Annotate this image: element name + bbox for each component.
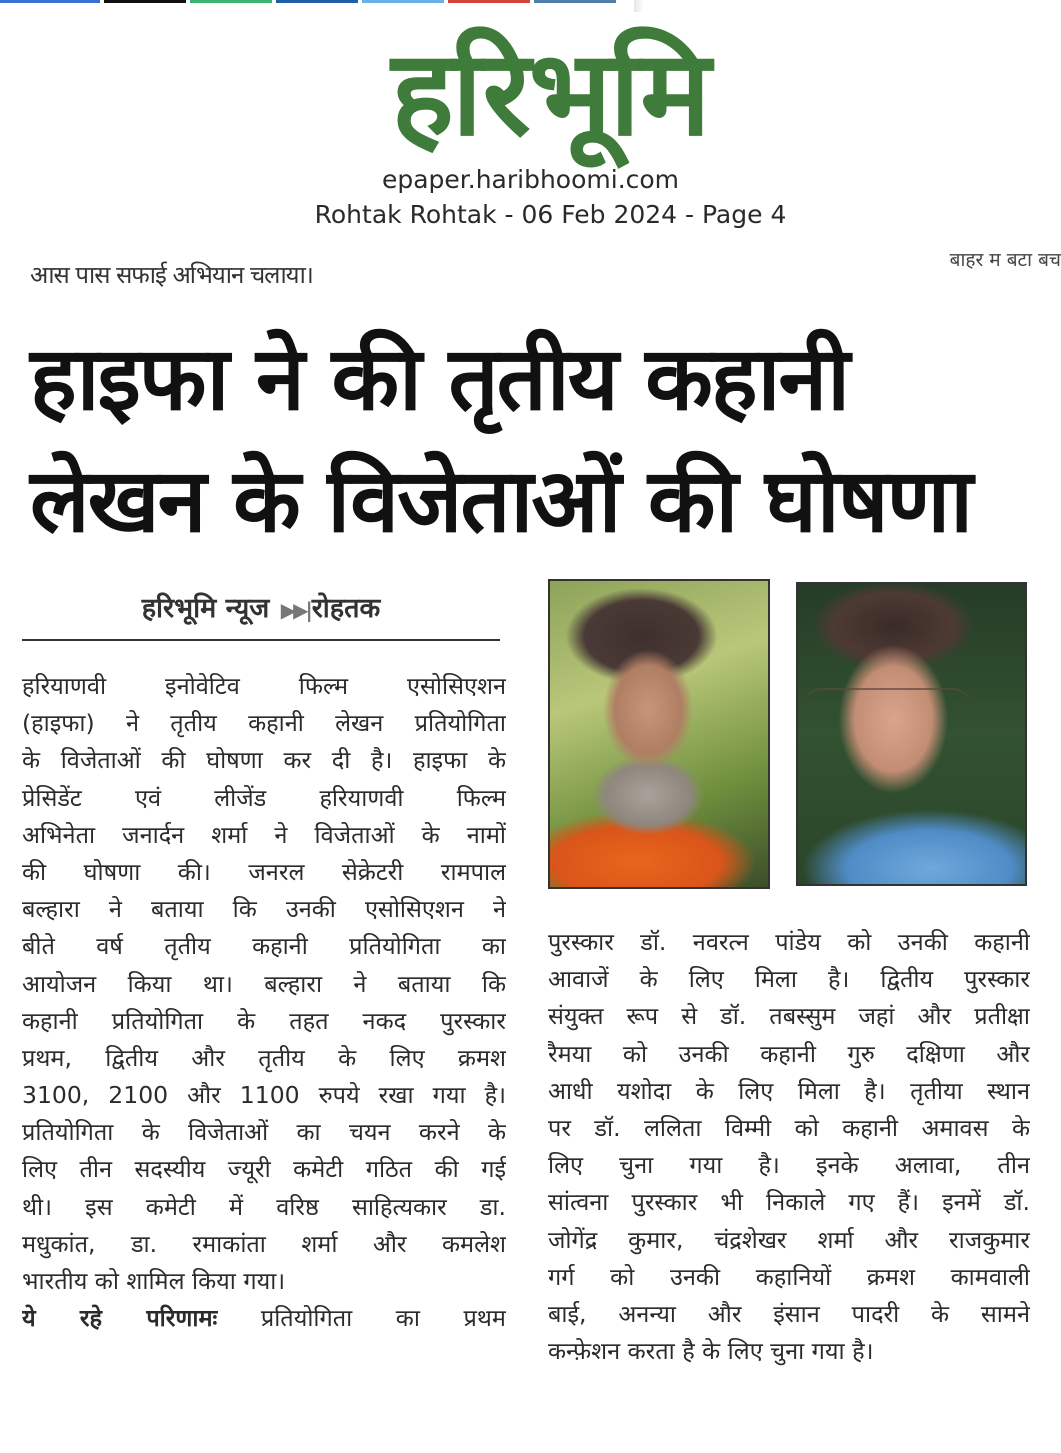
results-line	[22, 1300, 506, 1337]
text-line: बल्हारा ने बताया कि उनकी एसोसिएशन ने	[22, 895, 506, 924]
teaser-left: आस पास सफाई अभियान चलाया।	[30, 261, 313, 289]
text-line: थी। इस कमेटी में वरिष्ठ साहित्यकार डा.	[22, 1192, 506, 1221]
text-line: के विजेताओं की घोषणा कर दी है। हाइफा के	[22, 746, 506, 775]
text-line: आयोजन किया था। बल्हारा ने बताया कि	[22, 969, 506, 998]
headline	[30, 318, 1030, 562]
glasses-shape	[802, 688, 972, 720]
text-line: (हाइफा) ने तृतीय कहानी लेखन प्रतियोगिता	[22, 709, 506, 738]
byline-source: हरिभूमि न्यूज	[141, 593, 270, 624]
byline-location: रोहतक	[311, 593, 381, 624]
text-line: बाई, अनन्या और इंसान पादरी के सामने	[548, 1299, 1030, 1328]
article-column-left	[22, 668, 506, 1337]
epaper-url: epaper.haribhoomi.com	[381, 165, 680, 194]
text-line: कन्फ़ेशन करता है के लिए चुना गया है।	[548, 1337, 874, 1366]
text-line: अभिनेता जनार्दन शर्मा ने विजेताओं के नामों	[22, 820, 506, 849]
share-button-5[interactable]	[362, 0, 444, 3]
text-line: कहानी प्रतियोगिता के तहत नकद पुरस्कार	[22, 1006, 506, 1035]
text-line: सांत्वना पुरस्कार भी निकाले गए हैं। इनमें डॉ.	[548, 1188, 1030, 1217]
photo-man-glasses	[796, 582, 1027, 886]
text-line: रैमया को उनकी कहानी गुरु दक्षिणा और	[548, 1039, 1030, 1068]
headline-line-2: लेखन के विजेताओं की घोषणा	[30, 449, 971, 552]
text-line: जोगेंद्र कुमार, चंद्रशेखर शर्मा और राजकुमार	[548, 1225, 1030, 1254]
text-line: आवाजें के लिए मिला है। द्वितीय पुरस्कार	[548, 965, 1030, 994]
byline-divider	[22, 639, 500, 641]
edition-info: Rohtak Rohtak - 06 Feb 2024 - Page 4	[314, 200, 787, 229]
text-line: आधी यशोदा के लिए मिला है। तृतीया स्थान	[548, 1076, 1030, 1105]
share-button-4[interactable]	[276, 0, 358, 3]
text-line: गर्ग को उनकी कहानियों क्रमश कामवाली	[548, 1262, 1030, 1291]
share-button-1[interactable]	[0, 0, 100, 3]
text-line: पुरस्कार डॉ. नवरत्न पांडेय को उनकी कहानी	[548, 928, 1030, 956]
text-line: 3100, 2100 और 1100 रुपये रखा गया है।	[22, 1081, 506, 1110]
share-button-3[interactable]	[190, 0, 272, 3]
article-column-right	[548, 924, 1030, 1370]
share-button-7[interactable]	[534, 0, 616, 3]
text-line: संयुक्त रूप से डॉ. तबस्सुम जहां और प्रतीक्षा	[548, 1002, 1030, 1031]
photo-man-orange-scarf	[548, 579, 770, 889]
text-line: प्रेसिडेंट एवं लीजेंड हरियाणवी फिल्म	[22, 783, 506, 812]
text-line: प्रतियोगिता के विजेताओं का चयन करने के	[22, 1118, 506, 1147]
share-button-6[interactable]	[448, 0, 530, 3]
text-line: बीते वर्ष तृतीय कहानी प्रतियोगिता का	[22, 932, 506, 961]
results-text: प्रतियोगिता का प्रथम	[260, 1304, 506, 1333]
forward-arrows-icon: ▶▶|	[280, 598, 310, 622]
panel-edge-shadow	[634, 0, 644, 12]
text-line: पर डॉ. ललिता विम्मी को कहानी अमावस के	[548, 1113, 1030, 1142]
haribhoomi-logo	[290, 24, 810, 162]
share-buttons-strip	[0, 0, 634, 12]
byline	[22, 588, 500, 625]
text-line: लिए चुना गया है। इनके अलावा, तीन	[548, 1151, 1030, 1180]
text-line: हरियाणवी इनोवेटिव फिल्म एसोसिएशन	[22, 672, 506, 700]
logo-text: हरिभूमि	[391, 24, 709, 162]
text-line: की घोषणा की। जनरल सेक्रेटरी रामपाल	[22, 857, 506, 886]
share-button-2[interactable]	[104, 0, 186, 3]
text-line: लिए तीन सदस्यीय ज्यूरी कमेटी गठित की गई	[22, 1155, 506, 1184]
text-line: भारतीय को शामिल किया गया।	[22, 1267, 286, 1295]
teaser-right: बाहर म बटा बच	[949, 249, 1061, 271]
headline-line-1: हाइफा ने की तृतीय कहानी	[30, 327, 849, 430]
results-subhead: ये रहे परिणामः	[22, 1304, 218, 1333]
text-line: प्रथम, द्वितीय और तृतीय के लिए क्रमश	[22, 1043, 506, 1072]
text-line: मधुकांत, डा. रमाकांता शर्मा और कमलेश	[22, 1229, 506, 1258]
